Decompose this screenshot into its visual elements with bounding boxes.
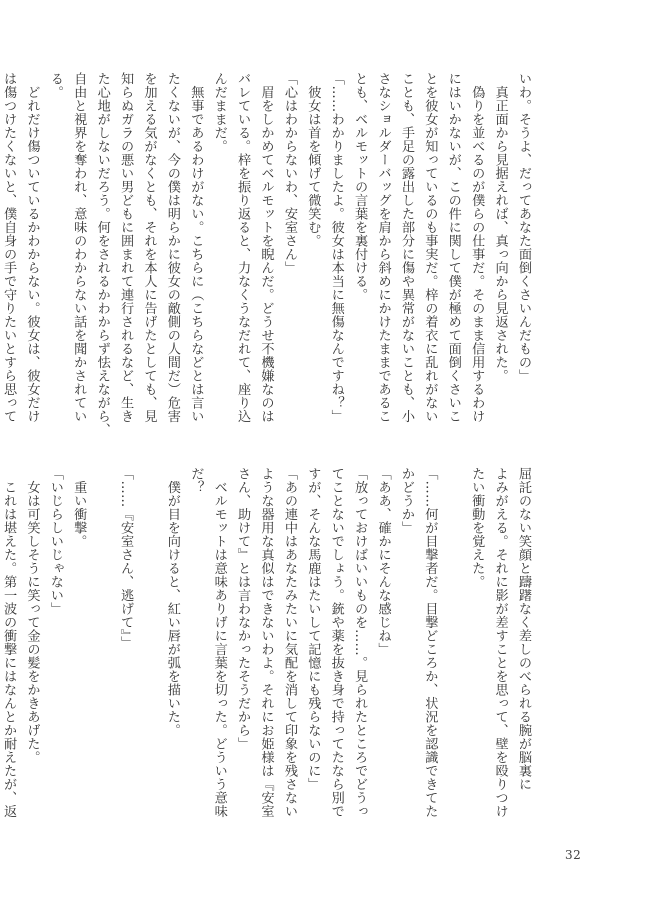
text-line: た心地がしないだろう。何をされるかわからず怯えながら、 [94,72,110,437]
text-line: 女は可笑しそうに笑って金の髪をかきあげた。 [24,467,40,764]
text-line: ベルモットは意味ありげに言葉を切った。どういう意味 [211,467,227,818]
page-number: 32 [565,848,582,862]
text-line: 「心はわからないわ、安室さん」 [281,72,297,275]
text-line: 「いじらしいじゃない」 [47,467,63,616]
text-line: 「放っておけばいいものを……。見られたところでどうっ [352,467,368,818]
text-line: よみがえる。それに影が差すことを思って、壁を殴りつけ [492,467,508,818]
text-line: いわ。そうよ、だってあなた面倒くさいんだもの」 [516,72,531,383]
text-line: 彼女は首を傾げて微笑む。 [305,72,321,248]
text-line: 僕が目を向けると、紅い唇が弧を描いた。 [164,467,180,737]
text-line: 重い衝撃。 [71,467,87,548]
text-line: にはいかないが、この件に関して僕が極めて面倒くさいこ [445,72,461,423]
text-line: これは堪えた。第一波の衝撃にはなんとか耐えたが、返 [1,467,17,818]
text-line: だ？ [188,467,204,494]
text-line: すが、そんな馬鹿はたいして記憶にも残らないのに」 [305,467,321,791]
text-line: ことも、手足の露出した部分に傷や異常がないことも、小 [398,72,414,423]
text-line: 「あの連中はあなたみたいに気配を消して印象を残さない [281,467,297,818]
text-line: 「ああ、確かにそんな感じね」 [375,467,391,656]
text-line: 「……『安室さん、逃げて』」 [118,467,134,650]
text-line: は傷つけたくないと、僕自身の手で守りたいとすら思って [1,72,17,423]
text-line [90,467,113,822]
text-line: 眉をしかめてベルモットを睨んだ。どうせ不機嫌なのは [258,72,274,423]
text-line [137,467,160,822]
text-line: 「……何が目撃者だ。目撃どころか、状況を認識できてた [422,467,438,818]
text-column-top [0,72,535,452]
text-line: バレている。梓を振り返ると、力なくうなだれて、座り込 [235,72,251,423]
text-line: さん、助けて』とは言わなかったそうだから」 [235,467,251,751]
text-line: 真正面から見据えれば、真っ向から見返された。 [492,72,508,383]
text-line: とを彼女が知っているのも事実だ。梓の着衣に乱れがない [422,72,438,423]
text-line: 屈託のない笑顔と躊躇なく差しのべられる腕が脳裏に [516,467,531,791]
text-column-bottom [0,467,535,822]
text-line: てことないでしょう。銃や薬を抜き身で持ってたなら別で [328,467,344,818]
text-line: 「……わかりましたよ。彼女は本当に無傷なんですね？」 [328,72,344,423]
text-line: 自由と視界を奪われ、意味のわからない話を聞かされてい [71,72,87,423]
text-line [441,467,464,822]
text-line: さなショルダーバッグを肩から斜めにかけたままであるこ [375,72,391,423]
text-line: る。 [47,72,63,99]
text-line: たくないが、今の僕は明らかに彼女の敵側の人間だ）危害 [164,72,180,423]
text-line: 偽りを並べるのが僕らの仕事だ。そのまま信用するわけ [469,72,485,423]
text-line: とも、ベルモットの言葉を裏付ける。 [352,72,368,302]
text-line: どれだけ傷ついているかわからない。彼女は、彼女だけ [24,72,40,423]
text-line: ような器用な真似はできないわよ。それにお姫様は『安室 [258,467,274,818]
text-line: んだままだ。 [211,72,227,153]
text-line: 無事であるわけがない。こちらに（こちらなどとは言い [188,72,204,423]
text-line: かどうか」 [398,467,414,535]
text-line: たい衝動を覚えた。 [469,467,485,589]
text-line: 知らぬガラの悪い男どもに囲まれて連行されるなど、生き [118,72,134,423]
text-line: を加える気がなくとも、それを本人に告げたとしても、見 [141,72,157,423]
